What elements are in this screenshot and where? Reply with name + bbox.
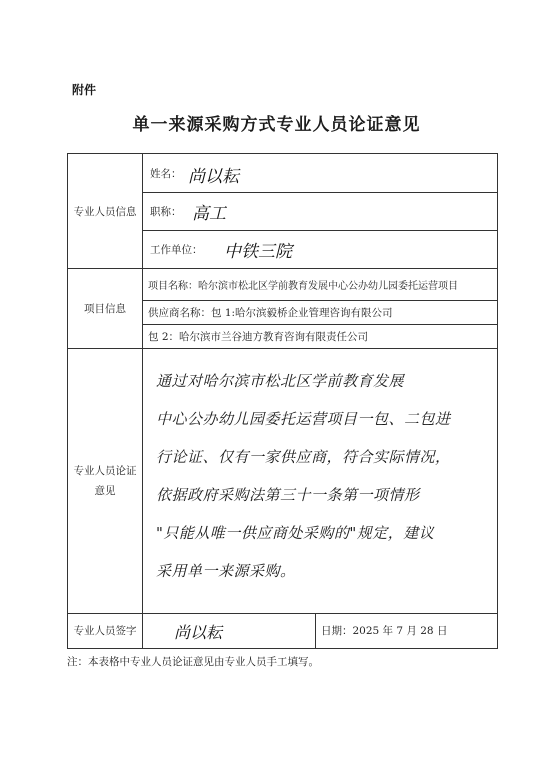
signature-value: 尚以耘 <box>174 622 223 642</box>
opinion-form <box>67 153 498 649</box>
employer-value: 中铁三院 <box>224 241 292 262</box>
document-title: 单一来源采购方式专业人员论证意见 <box>132 115 421 135</box>
opinion-line: 中心公办幼儿园委托运营项目一包、二包进 <box>156 410 451 428</box>
opinion-label-line-1: 专业人员论证 <box>73 464 137 477</box>
handwritten-opinion <box>156 362 496 590</box>
employer-label: 工作单位： <box>150 243 203 256</box>
project-info-section-label: 项目信息 <box>84 302 126 315</box>
opinion-label-line-2: 意见 <box>94 484 116 497</box>
opinion-line: "只能从唯一供应商处采购的"规定，建议 <box>156 524 435 542</box>
attachment-label: 附件 <box>72 83 97 97</box>
title-value: 高工 <box>192 203 226 224</box>
name-value: 尚以耘 <box>188 166 239 187</box>
project-name: 项目名称：哈尔滨市松北区学前教育发展中心公办幼儿园委托运营项目 <box>148 280 458 292</box>
supplier-line-2: 包 2：哈尔滨市兰谷迪方教育咨询有限责任公司 <box>148 330 369 343</box>
opinion-section-label <box>68 348 142 613</box>
opinion-line: 依据政府采购法第三十一条第一项情形 <box>156 486 420 504</box>
title-label: 职称： <box>150 205 182 218</box>
name-label: 姓名： <box>150 167 182 180</box>
opinion-line: 采用单一来源采购。 <box>156 562 296 580</box>
expert-info-section-label: 专业人员信息 <box>73 205 137 218</box>
opinion-line: 行论证、仅有一家供应商，符合实际情况， <box>156 448 451 466</box>
signature-date: 日期：2025 年 7 月 28 日 <box>321 625 448 637</box>
opinion-line: 通过对哈尔滨市松北区学前教育发展 <box>156 372 405 390</box>
supplier-line-1: 供应商名称：包 1:哈尔滨毅桥企业管理咨询有限公司 <box>148 306 393 319</box>
signature-label: 专业人员签字 <box>73 625 137 637</box>
footnote: 注：本表格中专业人员论证意见由专业人员手工填写。 <box>67 656 319 668</box>
